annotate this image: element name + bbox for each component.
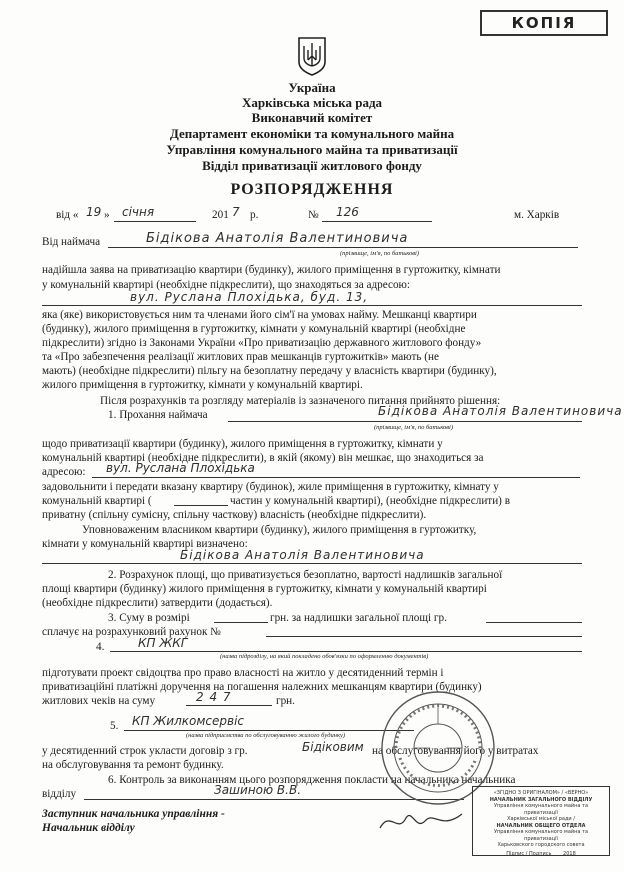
applicant-label: Від наймача — [42, 236, 101, 248]
p6-caption: (назва підприємства по обслуговуванню жилого будинку) — [186, 732, 346, 739]
stamp-line5: НАЧАЛЬНИК ОБЩЕГО ОТДЕЛА — [496, 822, 586, 829]
p5-caption: (назва підрозділу, на який покладено обов'язки по оформленню документів) — [220, 653, 429, 660]
p6-line1a: у десятиденний строк укласти договір з гр. — [42, 745, 248, 757]
p2-line3: щодо приватизації квартири (будинку), жилого приміщення в гуртожитку, кімнати у — [42, 438, 443, 450]
header-department: Департамент економіки та комунального майна — [169, 126, 455, 141]
address-underline — [42, 305, 582, 306]
date-year-prefix: 201 — [212, 209, 229, 221]
stamp-line2: НАЧАЛЬНИК ЗАГАЛЬНОГО ВІДДІЛУ — [489, 796, 593, 803]
month-underline — [114, 221, 196, 222]
p2-name: Бідікова Анатолія Валентиновича — [378, 404, 623, 418]
p2-line1: Після розрахунків та розгляду матеріалів із зазначеного питання прийнято рішення: — [100, 395, 501, 407]
p4-account-underline — [266, 636, 582, 637]
p4-line1b: грн. за надлишки загальної площі гр. — [270, 612, 447, 624]
document-title: РОЗПОРЯДЖЕННЯ — [230, 181, 394, 198]
p7-line2: відділу — [42, 788, 77, 800]
p2-line4: комунальній квартирі (необхідне підкреслити), в якій (якому) він мешкає, що знаходиться за — [42, 452, 484, 464]
p1-line1: надійшла заява на приватизацію квартири (будинку), жилого приміщення в гуртожитку, кімнати — [42, 264, 501, 276]
p1-line5: (будинку), жилого приміщення в гуртожитку, кімнати у комунальній квартирі (необхідне — [42, 323, 466, 335]
p2-name-underline — [228, 421, 582, 422]
footer-sign2: Начальник відділу — [42, 822, 135, 834]
applicant-underline — [108, 247, 578, 248]
date-month: січня — [122, 205, 155, 219]
stamp-line7: Харьковского городского совета — [497, 842, 585, 848]
date-prefix: від « — [56, 209, 79, 221]
p7-handwritten: Зашиною В.В. — [214, 783, 302, 797]
p1-line4: яка (яке) використовується ним та членами його сім'ї на умовах найму. Мешканці квартири — [42, 309, 477, 321]
header-office: Управління комунального майна та приватизації — [166, 142, 458, 157]
p4-line1a: 3. Суму в розмірі — [108, 612, 190, 624]
p5-sum-underline — [186, 705, 272, 706]
date-year-end: р. — [250, 209, 259, 221]
header-council: Харківська міська рада — [241, 95, 383, 110]
p2-item1: 1. Прохання наймача — [108, 409, 208, 421]
p2-caption: (прізвище, ім'я, по батькові) — [374, 424, 454, 431]
p2-line9: Уповноваженим власником квартири (будинку), жилого приміщення в гуртожитку, — [82, 524, 477, 536]
p1-address: вул. Руслана Плохідька, буд. 13, — [130, 290, 369, 304]
p7-line1: 6. Контроль за виконанням цього розпорядження покласти на начальника начальника — [108, 774, 516, 786]
p4-line2: сплачує на розрахунковий рахунок № — [42, 626, 221, 638]
p5-number: 4. — [96, 641, 105, 653]
applicant-name: Бідікова Анатолія Валентиновича — [146, 231, 409, 246]
header-country: Україна — [288, 80, 336, 95]
p2-line10: кімнати у комунальній квартирі визначено: — [42, 538, 248, 550]
stamp-line6: Управління комунального майна та приватизації — [493, 829, 589, 842]
p2-line7a: комунальній квартирі ( — [42, 495, 152, 507]
p5-line2: приватизаційні платіжні доручення на погашення належних мешканцям квартири (будинку) — [42, 681, 482, 693]
p6-number: 5. — [110, 720, 119, 732]
p3-line3: (необхідне підкреслити) затвердити (додається). — [42, 597, 273, 609]
stamp-line4: Харківської міської ради / — [507, 816, 575, 822]
p6-handwritten: КП Жилкомсервіс — [132, 714, 244, 728]
copy-stamp: КОПІЯ — [480, 10, 608, 36]
p2-owner-underline — [42, 563, 582, 564]
header-committee: Виконавчий комітет — [251, 110, 373, 125]
p4-sum-underline — [214, 622, 268, 623]
date-year-suffix: 7 — [232, 205, 240, 219]
stamp-line8: Підпис / Подпись — [506, 850, 552, 857]
p1-line6: підкреслити) згідно із Законами України «Про приватизацію державного житлового фонду» — [42, 337, 482, 349]
p2-line5: адресою: — [42, 466, 86, 478]
p1-line8: мають) (необхідне підкреслити) пільгу на безоплатну передачу у власність квартири (будинку), — [42, 365, 497, 377]
p6-line1b: на обслуговування його у витратах — [372, 745, 539, 757]
p6-handwritten2: Бідіковим — [302, 740, 364, 754]
p2-line7b: частин у комунальній квартирі), (необхідне підкреслити) в — [230, 495, 510, 507]
p1-line2: у комунальній квартирі (необхідне підкреслити), що знаходяться за адресою: — [42, 279, 411, 291]
p5-underline — [110, 651, 582, 652]
p2-parts-underline — [174, 505, 228, 506]
signature-icon — [376, 804, 466, 838]
p5-sum: 2 4 7 — [196, 690, 232, 704]
p5-line3a: житлових чеків на суму — [42, 695, 156, 707]
header-division: Відділ приватизації житлового фонду — [202, 158, 422, 173]
p2-line8: приватну (спільну сумісну, спільну часткову) власність (необхідне підкреслити). — [42, 509, 427, 521]
certification-stamp — [472, 786, 610, 856]
applicant-caption: (прізвище, ім'я, по батькові) — [340, 250, 420, 257]
p2-address-underline — [92, 477, 580, 478]
p3-line2: площі квартири (будинку) жилого приміщення в гуртожитку, кімнати у комунальній квартирі — [42, 583, 487, 595]
stamp-line1: «ЗГІДНО З ОРИГІНАЛОМ» / «ВЕРНО» — [493, 790, 589, 796]
city: м. Харків — [514, 209, 560, 221]
p6-underline — [124, 730, 414, 731]
p5-line3b: грн. — [276, 695, 295, 707]
coat-of-arms-icon — [297, 36, 327, 76]
stamp-sign-row — [477, 851, 605, 858]
number-underline — [322, 221, 432, 222]
order-number: 126 — [336, 205, 359, 219]
footer-sign1: Заступник начальника управління - — [42, 808, 225, 820]
p3-line1: 2. Розрахунок площі, що приватизується безоплатно, вартості надлишків загальної — [108, 569, 503, 581]
p5-line1: підготувати проект свідоцтва про право власності на житло у десятиденний термін і — [42, 667, 444, 679]
p6-line2: на обслуговування та ремонт будинку. — [42, 759, 224, 771]
p4-person-underline — [486, 622, 582, 623]
p1-line9: жилого приміщення в гуртожитку, кімнати у комунальній квартирі. — [42, 379, 363, 391]
number-label: № — [308, 209, 319, 221]
p2-owner: Бідікова Анатолія Валентиновича — [180, 548, 425, 562]
p1-line7: та «Про забезпечення реалізації житлових прав мешканців гуртожитків» мають (не — [42, 351, 439, 363]
stamp-line3: Управління комунального майна та приватизації — [493, 803, 589, 816]
p2-address: вул. Руслана Плохідька — [106, 461, 255, 475]
p2-line6: задовольнити і передати вказану квартиру (будинок), жиле приміщення в гуртожитку, кімнату у — [42, 481, 499, 493]
stamp-line9: 2018 — [563, 850, 576, 857]
date-mid: » — [104, 209, 110, 221]
date-day: 19 — [86, 205, 102, 219]
p5-handwritten: КП ЖКГ — [138, 636, 188, 650]
